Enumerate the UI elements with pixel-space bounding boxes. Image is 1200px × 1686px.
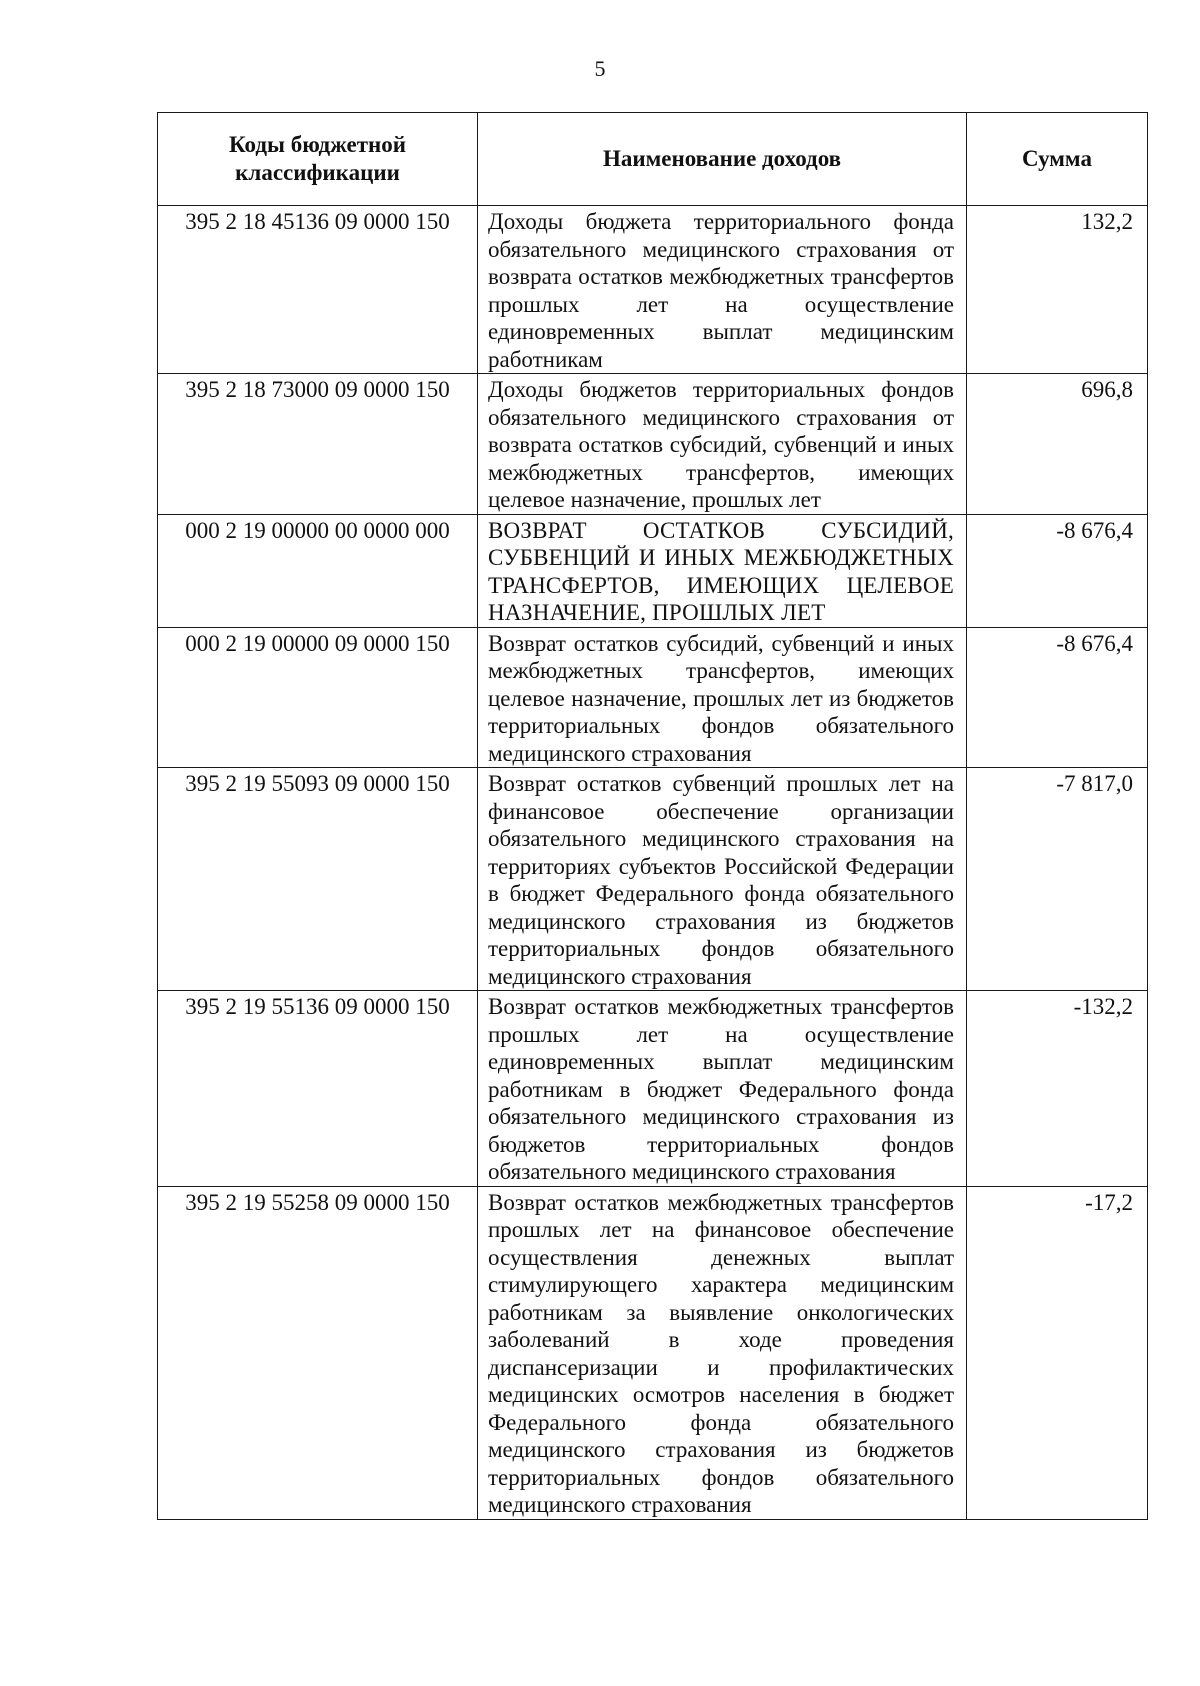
header-revenue-name: Наименование доходов [478, 113, 967, 206]
row-sum: 132,2 [967, 206, 1148, 374]
row-revenue-name: Доходы бюджета территориального фонда обязательного медицинского страхования от возврата остатков межбюджетных трансфертов прошлых лет на осуществление единовременных выплат медицинским работникам [478, 206, 967, 374]
table-header [158, 113, 1148, 206]
row-budget-code: 395 2 19 55136 09 0000 150 [158, 991, 478, 1187]
row-sum: -8 676,4 [967, 627, 1148, 768]
row-budget-code: 000 2 19 00000 09 0000 150 [158, 627, 478, 768]
row-sum: -132,2 [967, 991, 1148, 1187]
row-budget-code: 395 2 19 55093 09 0000 150 [158, 768, 478, 991]
table-row [158, 1186, 1148, 1519]
row-budget-code: 395 2 18 73000 09 0000 150 [158, 374, 478, 515]
row-sum: 696,8 [967, 374, 1148, 515]
row-sum: -8 676,4 [967, 514, 1148, 627]
table-body [158, 206, 1148, 1520]
table-row [158, 768, 1148, 991]
table-row [158, 991, 1148, 1187]
table-row [158, 374, 1148, 515]
page-number: 5 [594, 56, 606, 81]
row-budget-code: 395 2 19 55258 09 0000 150 [158, 1186, 478, 1519]
table-row [158, 514, 1148, 627]
header-sum: Сумма [967, 113, 1148, 206]
row-budget-code: 000 2 19 00000 00 0000 000 [158, 514, 478, 627]
budget-revenue-table [157, 112, 1148, 1520]
row-sum: -17,2 [967, 1186, 1148, 1519]
row-revenue-name: Возврат остатков межбюджетных трансфертов прошлых лет на финансовое обеспечение осуществления денежных выплат стимулирующего характера медицинским работникам за выявление онкологических заболеваний в ходе проведения диспансеризации и профилактических медицинских осмотров населения в бюджет Федерального фонда обязательного медицинского страхования из бюджетов территориальных фондов обязательного медицинского страхования [478, 1186, 967, 1519]
table-row [158, 627, 1148, 768]
row-revenue-name: Доходы бюджетов территориальных фондов обязательного медицинского страхования от возврата остатков субсидий, субвенций и иных межбюджетных трансфертов, имеющих целевое назначение, прошлых лет [478, 374, 967, 515]
row-revenue-name: Возврат остатков межбюджетных трансфертов прошлых лет на осуществление единовременных выплат медицинским работникам в бюджет Федерального фонда обязательного медицинского страхования из бюджетов территориальных фондов обязательного медицинского страхования [478, 991, 967, 1187]
header-row [158, 113, 1148, 206]
header-budget-code: Коды бюджетной классификации [158, 113, 478, 206]
row-revenue-name: ВОЗВРАТ ОСТАТКОВ СУБСИДИЙ, СУБВЕНЦИЙ И ИНЫХ МЕЖБЮДЖЕТНЫХ ТРАНСФЕРТОВ, ИМЕЮЩИХ ЦЕЛЕВОЕ НАЗНАЧЕНИЕ, ПРОШЛЫХ ЛЕТ [478, 514, 967, 627]
row-budget-code: 395 2 18 45136 09 0000 150 [158, 206, 478, 374]
row-revenue-name: Возврат остатков субвенций прошлых лет на финансовое обеспечение организации обязательного медицинского страхования на территориях субъектов Российской Федерации в бюджет Федерального фонда обязательного медицинского страхования из бюджетов территориальных фондов обязательного медицинского страхования [478, 768, 967, 991]
table-row [158, 206, 1148, 374]
row-sum: -7 817,0 [967, 768, 1148, 991]
row-revenue-name: Возврат остатков субсидий, субвенций и иных межбюджетных трансфертов, имеющих целевое назначение, прошлых лет из бюджетов территориальных фондов обязательного медицинского страхования [478, 627, 967, 768]
